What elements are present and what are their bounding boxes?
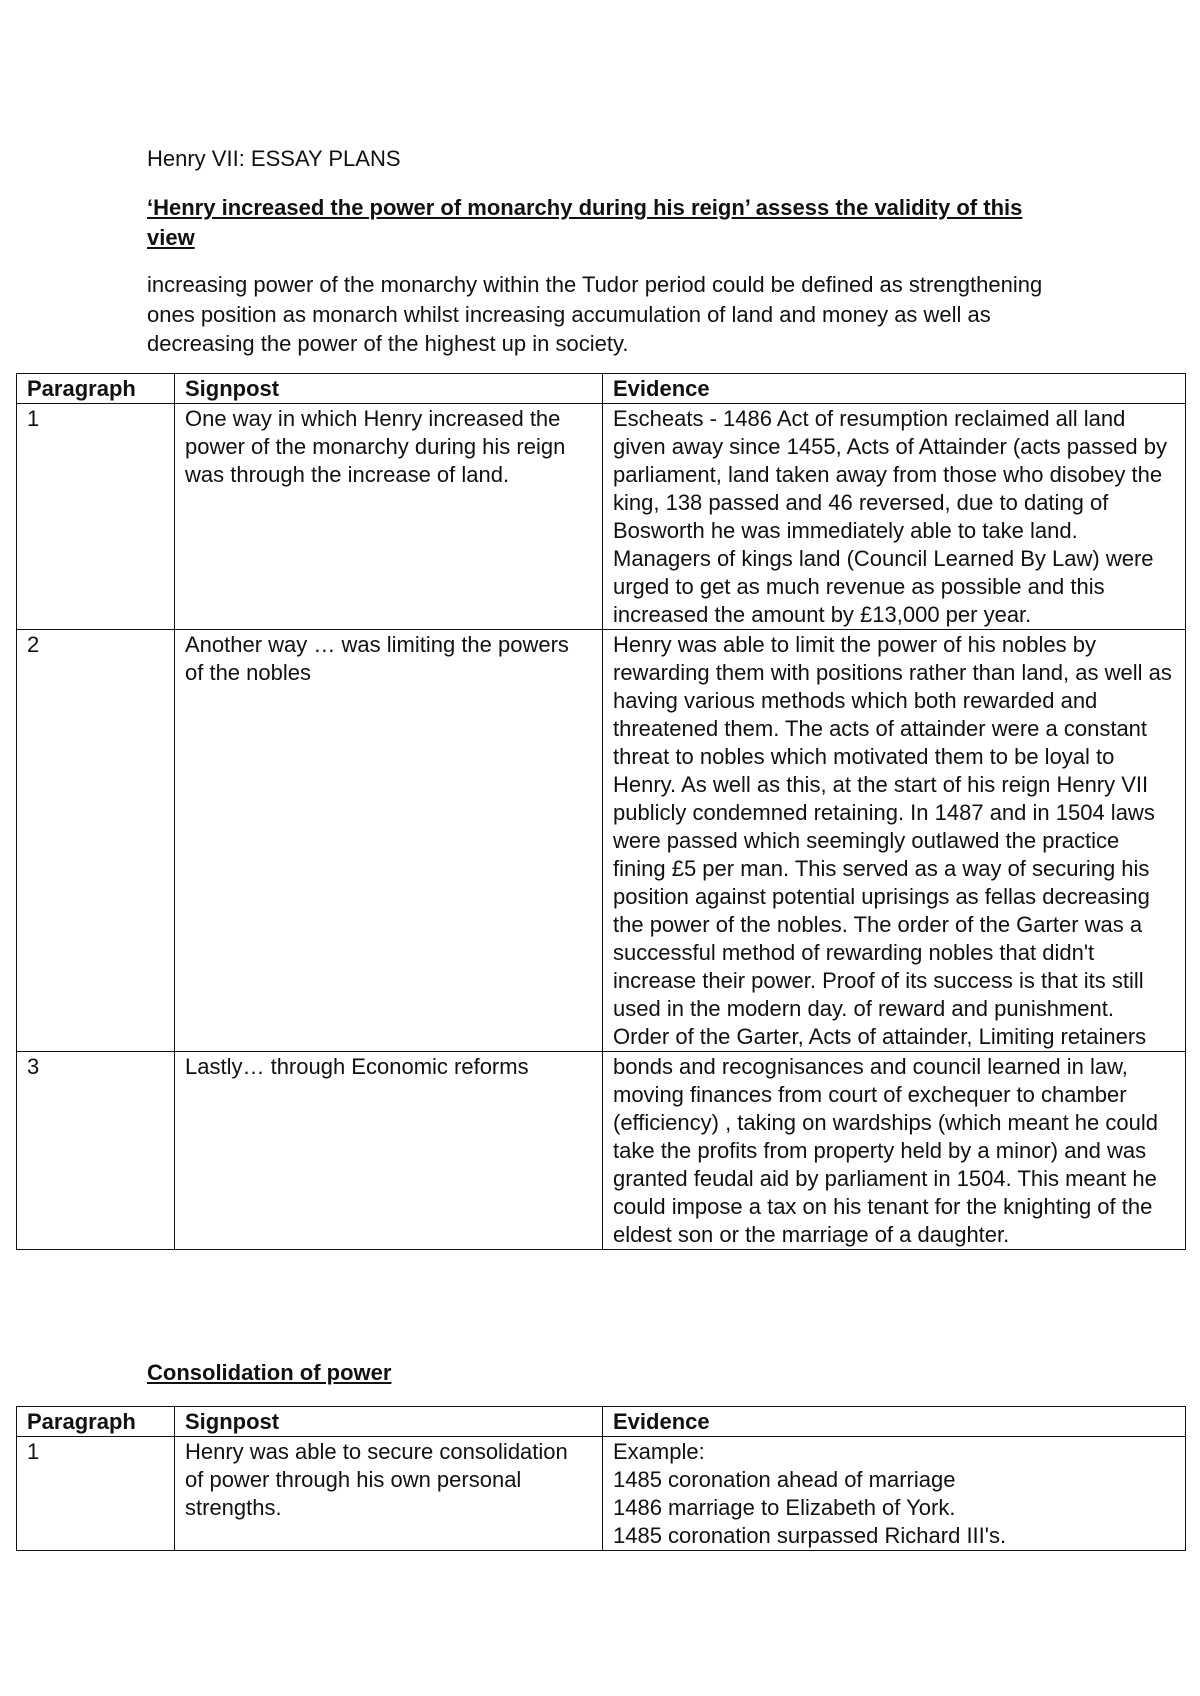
header-paragraph: Paragraph	[17, 374, 175, 404]
evidence-cell: Escheats - 1486 Act of resumption reclaimed all land given away since 1455, Acts of Attainder (acts passed by parliament, land taken away from those who disobey the king, 138 passed and 46 reversed, due to dating of Bosworth he was immediately able to take land. Managers of kings land (Council Learned By Law) were urged to get as much revenue as possible and this increased the amount by £13,000 per year.	[603, 404, 1186, 630]
header-evidence: Evidence	[603, 1407, 1186, 1437]
evidence-cell: Henry was able to limit the power of his nobles by rewarding them with positions rather than land, as well as having various methods which both rewarded and threatened them. The acts of attainder were a constant threat to nobles which motivated them to be loyal to Henry. As well as this, at the start of his reign Henry VII publicly condemned retaining. In 1487 and in 1504 laws were passed which seemingly outlawed the practice fining £5 per man. This served as a way of securing his position against potential uprisings as fellas decreasing the power of the nobles. The order of the Garter was a successful method of rewarding nobles that didn't increase their power. Proof of its success is that its still used in the modern day. of reward and punishment. Order of the Garter, Acts of attainder, Limiting retainers	[603, 630, 1186, 1052]
evidence-cell: bonds and recognisances and council learned in law, moving finances from court of exchequer to chamber (efficiency) , taking on wardships (which meant he could take the profits from property held by a minor) and was granted feudal aid by parliament in 1504. This meant he could impose a tax on his tenant for the knighting of the eldest son or the marriage of a daughter.	[603, 1052, 1186, 1250]
evidence-line: 1485 coronation ahead of marriage	[613, 1467, 956, 1492]
table-row	[17, 1437, 1186, 1551]
essay-plan-table	[16, 373, 1186, 1250]
document-title: Henry VII: ESSAY PLANS	[147, 146, 401, 171]
section-heading: Consolidation of power	[147, 1360, 392, 1385]
table-row	[17, 630, 1186, 1052]
signpost-cell: Another way … was limiting the powers of the nobles	[175, 630, 603, 1052]
table-header-row	[17, 1407, 1186, 1437]
consolidation-table	[16, 1406, 1186, 1551]
header-paragraph: Paragraph	[17, 1407, 175, 1437]
paragraph-number: 3	[17, 1052, 175, 1250]
signpost-cell: Henry was able to secure consolidation of power through his own personal strengths.	[175, 1437, 603, 1551]
header-signpost: Signpost	[175, 374, 603, 404]
essay-question: ‘Henry increased the power of monarchy during his reign’ assess the validity of this view	[147, 195, 1023, 250]
evidence-line: 1486 marriage to Elizabeth of York.	[613, 1495, 956, 1520]
header-signpost: Signpost	[175, 1407, 603, 1437]
signpost-cell: One way in which Henry increased the power of the monarchy during his reign was through the increase of land.	[175, 404, 603, 630]
header-evidence: Evidence	[603, 374, 1186, 404]
signpost-cell: Lastly… through Economic reforms	[175, 1052, 603, 1250]
paragraph-number: 2	[17, 630, 175, 1052]
table-header-row	[17, 374, 1186, 404]
intro-paragraph: increasing power of the monarchy within the Tudor period could be defined as strengthening ones position as monarch whilst increasing accumulation of land and money as well as decreasing the power of the highest up in society.	[147, 272, 1043, 356]
paragraph-number: 1	[17, 404, 175, 630]
paragraph-number: 1	[17, 1437, 175, 1551]
evidence-line: 1485 coronation surpassed Richard III's.	[613, 1523, 1007, 1548]
table-row	[17, 1052, 1186, 1250]
table-row	[17, 404, 1186, 630]
evidence-line: Example:	[613, 1439, 705, 1464]
evidence-cell	[603, 1437, 1186, 1551]
